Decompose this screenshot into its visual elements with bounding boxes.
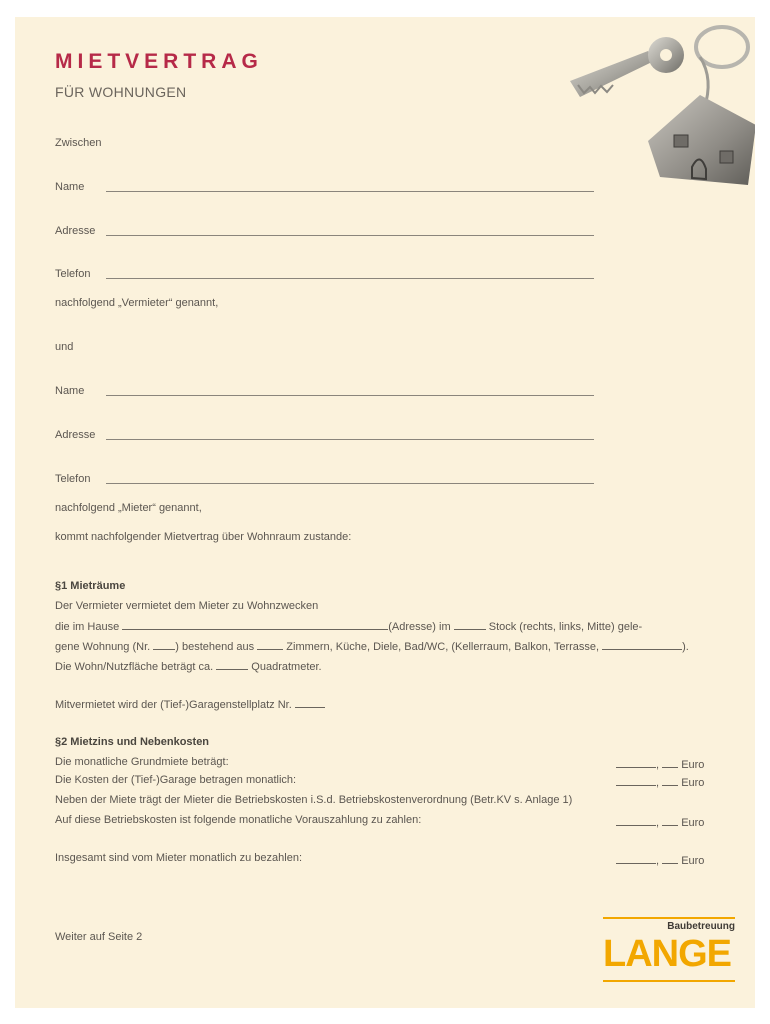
rooms-suffix: Zimmern, Küche, Diele, Bad/WC, (Kellerraum, Balkon, Terrasse, [286,641,600,653]
extras-field[interactable] [602,638,682,650]
section-1-heading: §1 Mieträume [55,580,126,592]
document-title: MIETVERTRAG [55,50,263,73]
logo-rule-top [603,917,735,919]
section-2-heading: §2 Mietzins und Nebenkosten [55,736,210,748]
rooms-field[interactable] [257,638,283,650]
extras-suffix: ). [682,641,689,653]
house-address-field[interactable] [122,618,388,630]
tenant-phone-field[interactable] [106,483,594,484]
logo-name: LANGE [603,933,731,975]
floor-field[interactable] [454,618,486,630]
garage-label: Mitvermietet wird der (Tief-)Garagenstellplatz Nr. [55,699,292,711]
tenant-note: nachfolgend „Mieter“ genannt, [55,502,202,514]
base-rent-amount: , Euro [616,756,704,771]
continued-note: Weiter auf Seite 2 [55,931,143,943]
operating-costs-text: Neben der Miete trägt der Mieter die Betriebskosten i.S.d. Betriebskostenverordnung (Betr.KV s. Anlage 1) [55,794,573,806]
and-text: und [55,341,74,353]
tenant-phone-label: Telefon [55,473,91,485]
advance-cent-field[interactable] [662,814,678,826]
apartment-prefix: gene Wohnung (Nr. [55,641,151,653]
tenant-address-label: Adresse [55,429,96,441]
house-key-illustration [550,17,755,192]
advance-currency: Euro [681,817,705,829]
document-subtitle: FÜR WOHNUNGEN [55,84,187,100]
landlord-address-field[interactable] [106,235,594,236]
landlord-note: nachfolgend „Vermieter“ genannt, [55,297,219,309]
landlord-name-label: Name [55,181,85,193]
garage-cost-label: Die Kosten der (Tief-)Garage betragen monatlich: [55,774,297,786]
contract-page [15,17,755,1008]
logo-tagline: Baubetreuung [667,921,735,932]
landlord-address-label: Adresse [55,225,96,237]
between-text: Zwischen [55,137,102,149]
address-suffix: (Adresse) im [388,621,451,633]
section-1-line-3 [55,638,689,653]
landlord-phone-label: Telefon [55,268,91,280]
area-suffix: Quadratmeter. [251,661,322,673]
garage-cost-currency: Euro [681,777,705,789]
section-1-line-1: Der Vermieter vermietet dem Mieter zu Wohnzwecken [55,600,319,612]
closing-text: kommt nachfolgender Mietvertrag über Wohnraum zustande: [55,531,352,543]
area-field[interactable] [216,658,248,670]
garage-cost-cent-field[interactable] [662,774,678,786]
section-1-line-4 [55,658,322,673]
base-rent-label: Die monatliche Grundmiete beträgt: [55,756,229,768]
total-currency: Euro [681,855,705,867]
base-rent-currency: Euro [681,759,705,771]
company-logo [603,917,735,989]
area-prefix: Die Wohn/Nutzfläche beträgt ca. [55,661,214,673]
garage-number-field[interactable] [295,696,325,708]
advance-euro-field[interactable] [616,814,656,826]
total-label: Insgesamt sind vom Mieter monatlich zu bezahlen: [55,852,303,864]
apartment-number-field[interactable] [153,638,175,650]
tenant-name-label: Name [55,385,85,397]
landlord-name-field[interactable] [106,191,594,192]
base-rent-euro-field[interactable] [616,756,656,768]
advance-payment-amount: , Euro [616,814,704,829]
house-prefix: die im Hause [55,621,120,633]
rooms-prefix: ) bestehend aus [175,641,255,653]
landlord-phone-field[interactable] [106,278,594,279]
total-amount: , Euro [616,852,704,867]
tenant-name-field[interactable] [106,395,594,396]
advance-payment-label: Auf diese Betriebskosten ist folgende monatliche Vorauszahlung zu zahlen: [55,814,422,826]
tenant-address-field[interactable] [106,439,594,440]
garage-line [55,696,325,711]
logo-rule-bottom [603,980,735,982]
garage-cost-euro-field[interactable] [616,774,656,786]
total-cent-field[interactable] [662,852,678,864]
garage-cost-amount: , Euro [616,774,704,789]
total-euro-field[interactable] [616,852,656,864]
section-1-line-2 [55,618,642,633]
floor-suffix: Stock (rechts, links, Mitte) gele- [488,621,643,633]
base-rent-cent-field[interactable] [662,756,678,768]
